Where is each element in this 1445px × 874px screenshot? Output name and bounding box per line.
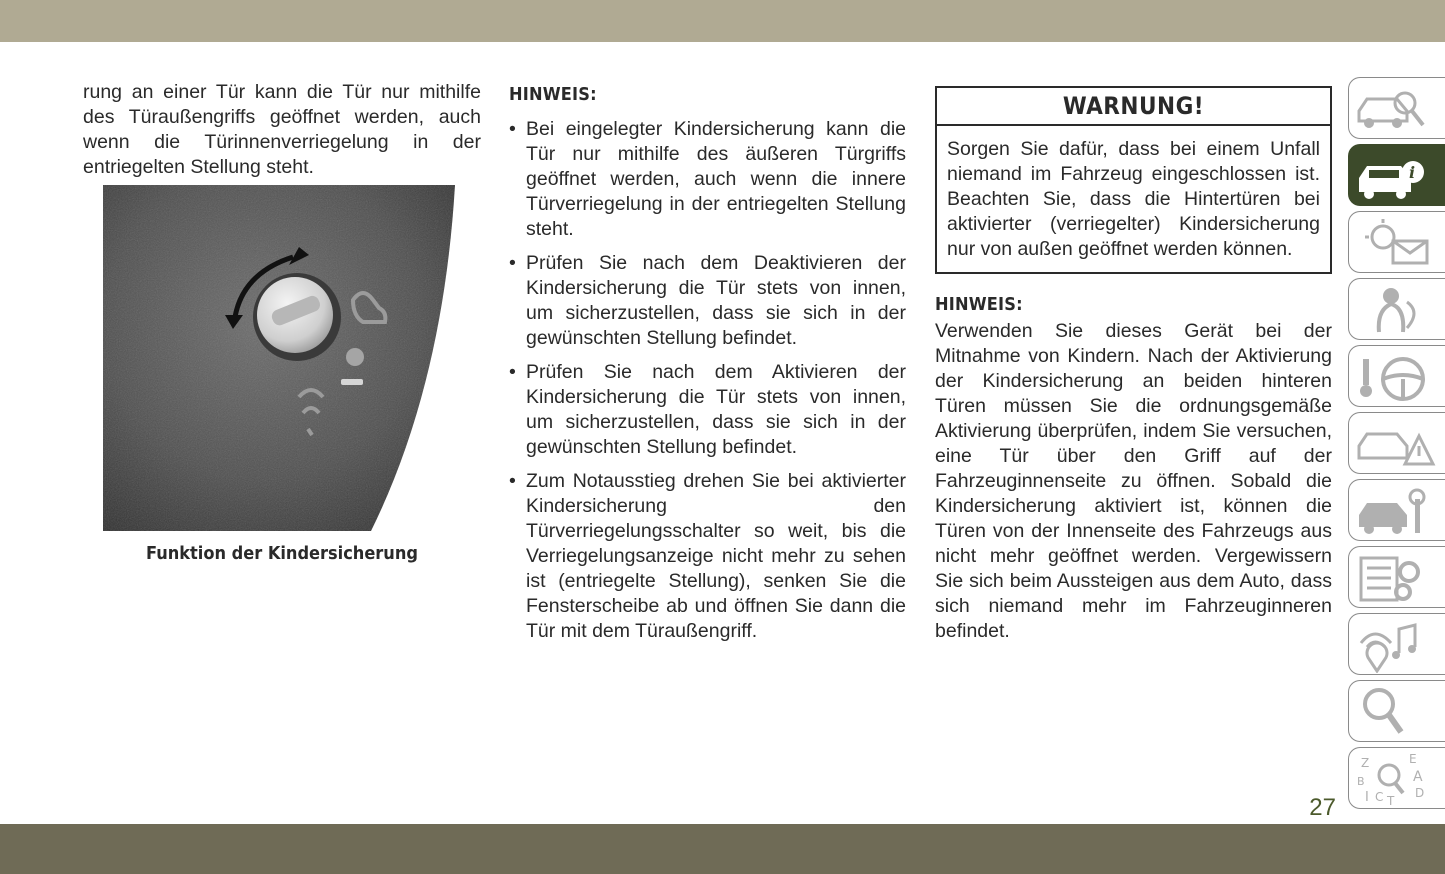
alphabet-letter: I bbox=[1365, 790, 1369, 805]
tab-emergency[interactable] bbox=[1348, 412, 1445, 474]
list-item: • Zum Notausstieg drehen Sie bei aktivierter Kindersicherung den Türverriegelungsschalter so weit, bis die Verriegelungsanzeige nicht mehr zu sehen ist (entriegelte Stellung), senken Sie die Fensterscheibe ab und öffnen Sie dann die Tür mit dem Türaußengriff. bbox=[509, 469, 906, 644]
tab-search[interactable] bbox=[1348, 680, 1445, 742]
car-info-icon bbox=[1353, 148, 1441, 204]
svg-text:i: i bbox=[1409, 163, 1416, 182]
multimedia-icon bbox=[1353, 617, 1441, 673]
alphabet-letter: C bbox=[1375, 790, 1384, 804]
warning-lights-messages-icon bbox=[1353, 215, 1441, 271]
tab-warning-lights[interactable] bbox=[1348, 211, 1445, 273]
starting-driving-icon bbox=[1353, 349, 1441, 405]
emergency-icon bbox=[1353, 416, 1441, 472]
tab-car-info[interactable] bbox=[1348, 144, 1445, 206]
photo-caption: Funktion der Kindersicherung bbox=[146, 543, 418, 564]
page-number: 27 bbox=[1309, 794, 1336, 821]
car-service-icon bbox=[1353, 483, 1441, 539]
tab-safety[interactable] bbox=[1348, 278, 1445, 340]
column-middle bbox=[509, 80, 906, 653]
bottom-bar bbox=[0, 824, 1445, 874]
car-search-icon bbox=[1353, 81, 1441, 137]
note-paragraph: Verwenden Sie dieses Gerät bei der Mitnahme von Kindern. Nach der Aktivierung der Kindersicherung an beiden hinteren Türen müssen Sie die ordnungsgemäße Aktivierung überprüfen, indem Sie versuchen, eine Tür über den Griff auf der Fahrzeuginnenseite zu öffnen. Sobald die Kindersicherung aktiviert ist, können die Türen von der Innenseite des Fahrzeugs aus nicht mehr geöffnet werden. Vergewissern Sie sich beim Aussteigen aus dem Auto, dass sich niemand mehr im Fahrzeuginneren befindet. bbox=[935, 320, 1332, 642]
note-heading: HINWEIS: bbox=[509, 84, 597, 105]
list-item: • Prüfen Sie nach dem Deaktivieren der Kindersicherung die Tür stets von innen, um sicherzustellen, dass sie sich in der gewünschten Stellung befindet. bbox=[509, 251, 906, 351]
alphabet-letter: T bbox=[1387, 794, 1395, 807]
warning-text: Sorgen Sie dafür, dass bei einem Unfall niemand im Fahrzeug eingeschlossen ist. Beachten Sie, dass die Hintertüren bei aktivierter (verriegelter) Kindersicherung nur von außen geöffnet werden können. bbox=[947, 138, 1320, 260]
safety-airbag-icon bbox=[1353, 282, 1441, 338]
list-item: • Prüfen Sie nach dem Aktivieren der Kindersicherung die Tür stets von innen, um sicherzustellen, dass sie sich in der gewünschten Stellung befindet. bbox=[509, 360, 906, 460]
alphabet-letter: D bbox=[1415, 786, 1425, 800]
tab-alphabetical-index[interactable] bbox=[1348, 747, 1445, 809]
list-item: • Bei eingelegter Kindersicherung kann die Tür nur mithilfe des äußeren Türgriffs geöffnet werden, auch wenn die innere Türverriegelung in der entriegelten Stellung steht. bbox=[509, 117, 906, 242]
alphabetical-index-icon bbox=[1353, 751, 1441, 807]
note-heading: HINWEIS: bbox=[935, 294, 1023, 315]
child-lock-illustration bbox=[103, 185, 455, 531]
search-index-icon bbox=[1353, 684, 1441, 740]
tab-technical-data[interactable] bbox=[1348, 546, 1445, 608]
tab-car-search[interactable] bbox=[1348, 77, 1445, 139]
note-bullet-list bbox=[509, 117, 906, 644]
tab-starting-driving[interactable] bbox=[1348, 345, 1445, 407]
top-bar bbox=[0, 0, 1445, 42]
column-left bbox=[83, 80, 481, 566]
tab-service[interactable] bbox=[1348, 479, 1445, 541]
alphabet-letter: Z bbox=[1361, 756, 1370, 770]
column-right bbox=[935, 80, 1332, 644]
tab-multimedia[interactable] bbox=[1348, 613, 1445, 675]
intro-paragraph: rung an einer Tür kann die Tür nur mithilfe des Türaußengriffs geöffnet werden, auch wenn die Türinnenverriegelung in der entriegelten Stellung steht. bbox=[83, 81, 481, 178]
warning-title: WARNUNG! bbox=[937, 88, 1330, 126]
alphabet-letter: E bbox=[1409, 752, 1417, 766]
alphabet-letter: B bbox=[1357, 775, 1365, 788]
alphabet-letter: A bbox=[1413, 769, 1423, 785]
warning-box bbox=[935, 86, 1332, 274]
technical-data-icon bbox=[1353, 550, 1441, 606]
child-lock-photo bbox=[103, 185, 455, 531]
